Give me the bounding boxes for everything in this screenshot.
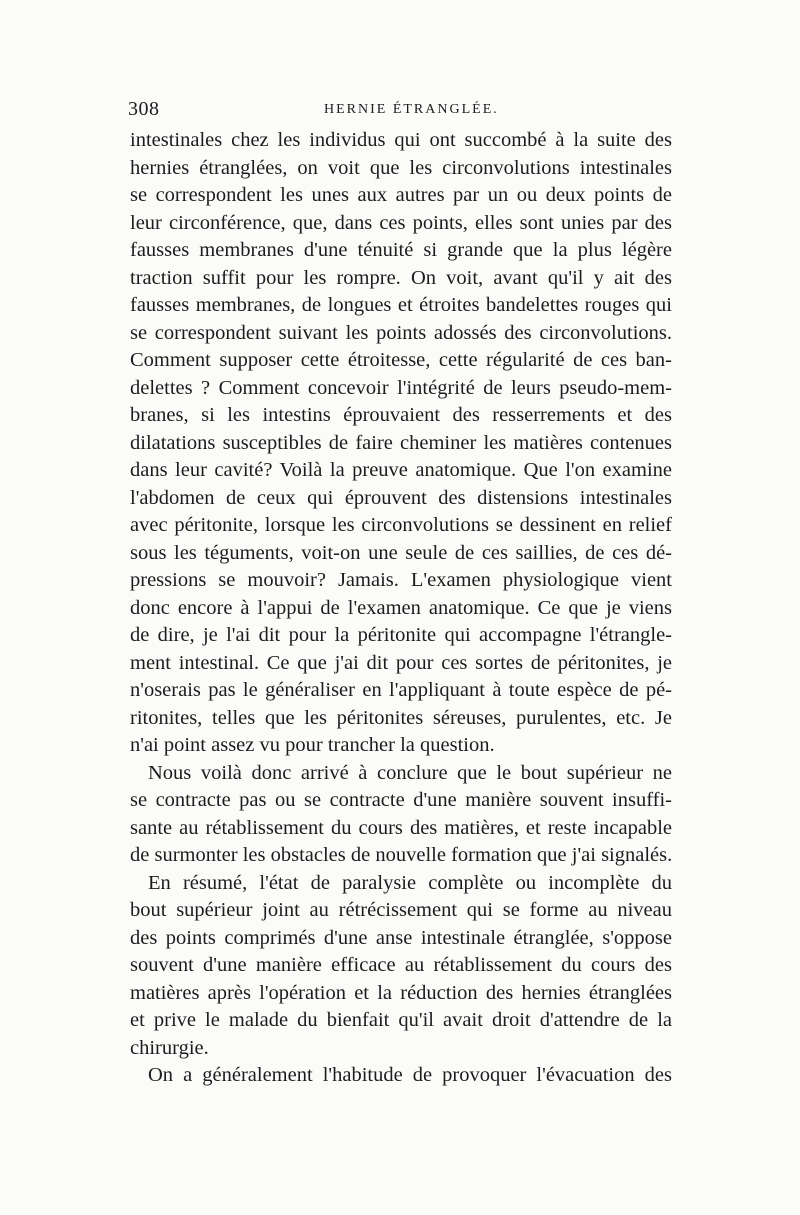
text-line: En résumé, l'état de paralysie complète ou incomplète du <box>148 871 672 894</box>
text-line: et prive le malade du bienfait qu'il avait droit d'attendre de la <box>130 1009 672 1031</box>
body-text <box>130 127 672 1090</box>
text-line: l'abdomen de ceux qui éprouvent des distensions intestinales <box>130 486 672 509</box>
text-line: On a généralement l'habitude de provoquer l'évacuation des <box>148 1064 672 1086</box>
paragraph <box>130 870 672 1063</box>
text-line: pressions se mouvoir? Jamais. L'examen physiologique vient <box>130 569 672 591</box>
text-line: leur circonférence, que, dans ces points, elles sont unies par des <box>130 211 672 234</box>
text-line: se correspondent les unes aux autres par un ou deux points de <box>130 184 672 206</box>
running-title: HERNIE ÉTRANGLÉE. <box>324 102 499 117</box>
text-line: branes, si les intestins éprouvaient des resserrements et des <box>130 404 672 426</box>
text-line: sous les téguments, voit-on une seule de ces saillies, de ces dé- <box>130 541 672 564</box>
text-line: se contracte pas ou se contracte d'une manière souvent insuffi- <box>130 789 672 811</box>
text-line: souvent d'une manière efficace au rétablissement du cours des <box>130 954 672 976</box>
text-line: ment intestinal. Ce que j'ai dit pour ces sortes de péritonites, je <box>130 651 672 674</box>
paragraph <box>130 127 672 760</box>
text-line: n'ai point assez vu pour trancher la question. <box>130 734 495 756</box>
text-line: bout supérieur joint au rétrécissement qui se forme au niveau <box>130 899 672 921</box>
text-line: sante au rétablissement du cours des matières, et reste incapable <box>130 816 672 839</box>
text-line: fausses membranes, de longues et étroites bandelettes rouges qui <box>130 294 672 316</box>
text-line: des points comprimés d'une anse intestinale étranglée, s'oppose <box>130 926 672 949</box>
text-line: dilatations susceptibles de faire cheminer les matières contenues <box>130 431 672 454</box>
text-line: de surmonter les obstacles de nouvelle formation que j'ai signalés. <box>130 844 673 866</box>
text-line: ritonites, telles que les péritonites séreuses, purulentes, etc. Je <box>130 706 672 729</box>
text-line: chirurgie. <box>130 1036 209 1059</box>
text-line: Nous voilà donc arrivé à conclure que le bout supérieur ne <box>148 761 672 784</box>
text-line: de dire, je l'ai dit pour la péritonite qui accompagne l'étrangle- <box>130 624 672 646</box>
text-line: hernies étranglées, on voit que les circonvolutions intestinales <box>130 156 672 179</box>
text-line: fausses membranes d'une ténuité si grande que la plus légère <box>130 239 672 261</box>
text-line: matières après l'opération et la réduction des hernies étranglées <box>130 981 672 1004</box>
text-line: dans leur cavité? Voilà la preuve anatomique. Que l'on examine <box>130 459 672 481</box>
paragraph <box>130 1062 672 1090</box>
text-line: n'oserais pas le généraliser en l'appliquant à toute espèce de pé- <box>130 679 672 701</box>
text-line: Comment supposer cette étroitesse, cette régularité de ces ban- <box>130 349 672 371</box>
running-head <box>128 96 672 124</box>
page-number: 308 <box>128 98 160 120</box>
text-line: donc encore à l'appui de l'examen anatomique. Ce que je viens <box>130 596 672 619</box>
text-line: se correspondent suivant les points adossés des circonvolutions. <box>130 321 672 344</box>
text-line: traction suffit pour les rompre. On voit, avant qu'il y ait des <box>130 266 672 289</box>
text-line: delettes ? Comment concevoir l'intégrité de leurs pseudo-mem- <box>130 376 672 399</box>
paragraph <box>130 760 672 870</box>
text-line: avec péritonite, lorsque les circonvolutions se dessinent en relief <box>130 514 672 536</box>
text-line: intestinales chez les individus qui ont succombé à la suite des <box>130 129 672 151</box>
